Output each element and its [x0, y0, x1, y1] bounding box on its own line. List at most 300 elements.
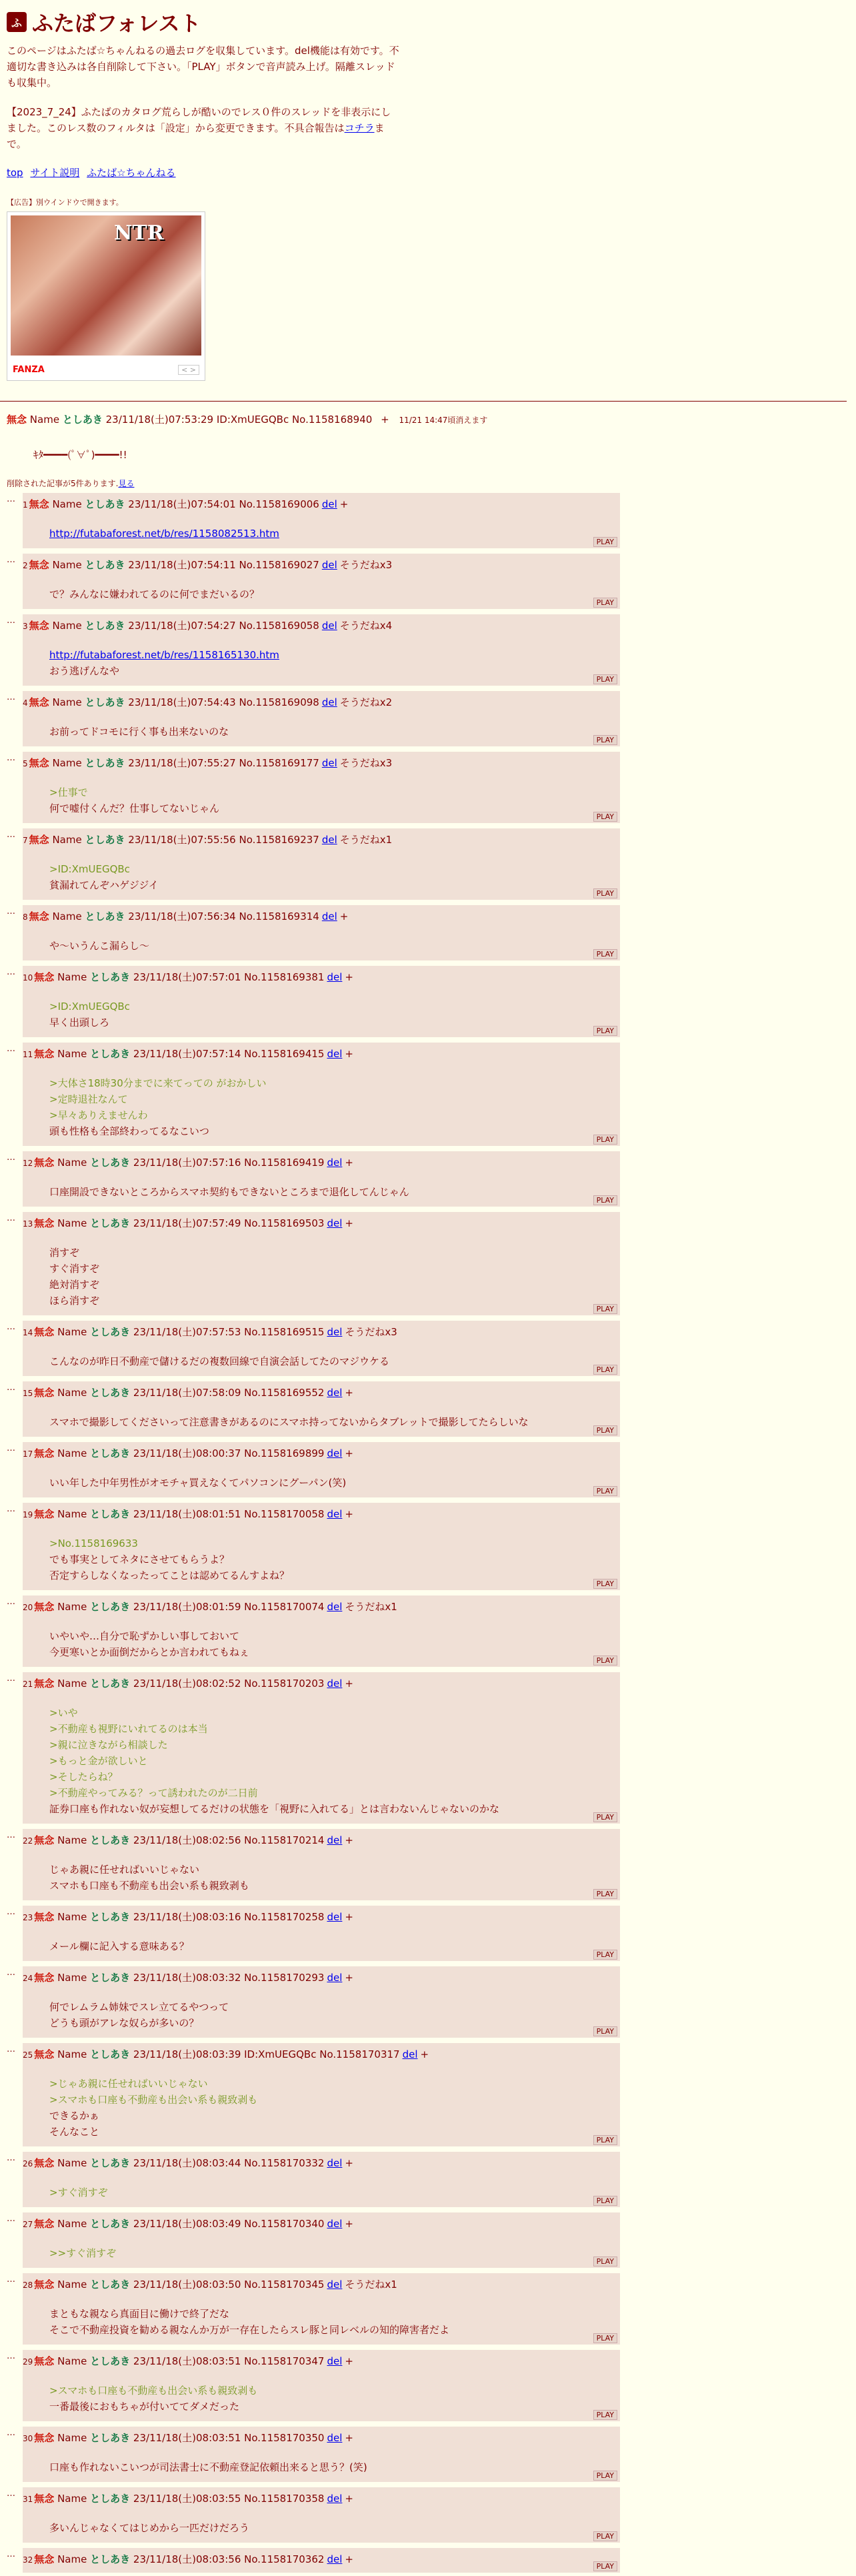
reply-number: 19: [23, 1510, 33, 1519]
plus-button[interactable]: +: [345, 1387, 353, 1399]
reply-subject: 無念: [34, 1834, 55, 1846]
plus-button[interactable]: +: [345, 2355, 353, 2367]
del-link[interactable]: del: [327, 1834, 343, 1846]
quote-line: >不動産も視野にいれてるのは本当: [49, 1723, 208, 1735]
op-header: [0, 404, 856, 426]
reply-meta: 23/11/18(土)07:55:27 No.1158169177: [128, 757, 319, 769]
reply-dots: …: [7, 2275, 15, 2285]
play-button[interactable]: PLAY: [593, 2561, 617, 2571]
ad-note: 【広告】別ウインドウで開きます。: [7, 198, 123, 207]
reply-line: スマホも口座も不動産も出会い系も親致剥も: [49, 1880, 249, 1892]
reply-line: じゃあ親に任せればいいじゃない: [49, 1864, 200, 1876]
reply-dots: …: [7, 1830, 15, 1840]
site-logo[interactable]: ふ: [7, 12, 27, 32]
reply-dots: …: [7, 1044, 15, 1054]
reply-body: [49, 1184, 620, 1200]
plus-button[interactable]: +: [345, 1447, 353, 1459]
reply-header: [23, 2273, 620, 2291]
reply-box: [23, 1321, 620, 1376]
reply-body: [49, 1353, 620, 1369]
del-link[interactable]: del: [327, 1387, 343, 1399]
del-link[interactable]: del: [327, 1048, 343, 1060]
reply-dots: …: [7, 2351, 15, 2361]
reply-row: [7, 614, 856, 686]
play-button[interactable]: PLAY: [593, 812, 617, 822]
reply-body: [49, 2184, 620, 2200]
play-button[interactable]: PLAY: [593, 1026, 617, 1036]
reply-subject: 無念: [34, 2157, 55, 2169]
reply-box: [23, 752, 620, 823]
reply-body: [49, 2245, 620, 2261]
soudane-count[interactable]: そうだねx1: [345, 1601, 397, 1613]
ad-banner[interactable]: [7, 211, 205, 381]
del-link[interactable]: del: [321, 696, 337, 708]
reply-dots: …: [7, 2489, 15, 2499]
reply-subject: 無念: [29, 498, 49, 510]
quote-line: >親に泣きながら相談した: [49, 1739, 168, 1751]
del-link[interactable]: del: [327, 1508, 343, 1520]
play-button[interactable]: PLAY: [593, 1656, 617, 1666]
reply-header: [23, 2427, 620, 2445]
reply-row: [7, 2212, 856, 2268]
reply-line: 何で嘘付くんだ？仕事してないじゃん: [49, 802, 220, 814]
plus-button[interactable]: +: [345, 2493, 353, 2505]
reply-name: としあき: [90, 1601, 131, 1613]
reply-link[interactable]: http://futabaforest.net/b/res/1158082513.htm: [49, 528, 279, 540]
del-link[interactable]: del: [327, 1678, 343, 1690]
reply-dots: …: [7, 692, 15, 702]
play-button[interactable]: PLAY: [593, 1950, 617, 1960]
reply-list: [0, 493, 856, 2573]
reply-row: [7, 2427, 856, 2482]
del-link[interactable]: del: [327, 1447, 343, 1459]
reply-row: [7, 2487, 856, 2543]
reply-line: ほら消すぞ: [49, 1295, 100, 1307]
reply-body: [49, 938, 620, 954]
reply-line: でも事実としてネタにさせてもらうよ？: [49, 1553, 230, 1565]
reply-name: としあき: [90, 1508, 131, 1520]
reply-number: 1: [23, 500, 28, 510]
reply-dots: …: [7, 1443, 15, 1453]
plus-button[interactable]: +: [345, 2553, 353, 2565]
plus-button[interactable]: +: [345, 2432, 353, 2444]
reply-subject: 無念: [34, 2553, 55, 2565]
reply-dots: …: [7, 967, 15, 977]
reply-name-label: Name: [52, 757, 82, 769]
play-button[interactable]: PLAY: [593, 1486, 617, 1496]
quote-line: >ID:XmUEGQBc: [49, 1001, 130, 1013]
plus-button[interactable]: +: [345, 1217, 353, 1229]
play-button[interactable]: PLAY: [593, 537, 617, 547]
play-button[interactable]: PLAY: [593, 2531, 617, 2541]
reply-line: 早く出頭しろ: [49, 1017, 110, 1029]
reply-subject: 無念: [34, 2355, 55, 2367]
reply-line: 消すぞ: [49, 1247, 80, 1259]
del-link[interactable]: del: [321, 834, 337, 846]
del-link[interactable]: del: [321, 559, 337, 571]
reply-number: 25: [23, 2050, 33, 2060]
reply-box: [23, 2212, 620, 2268]
reply-meta: 23/11/18(土)08:03:50 No.1158170345: [133, 2279, 325, 2291]
play-button[interactable]: PLAY: [593, 2410, 617, 2420]
quote-line: >仕事で: [49, 786, 88, 798]
del-link[interactable]: del: [327, 971, 343, 983]
reply-body: [49, 1628, 620, 1660]
op-plus[interactable]: +: [381, 414, 389, 426]
reply-meta: 23/11/18(土)07:57:53 No.1158169515: [133, 1326, 325, 1338]
reply-dots: …: [7, 2214, 15, 2224]
reply-line: どうも頭がアレな奴らが多いの？: [49, 2017, 199, 2029]
reply-row: [7, 1503, 856, 1590]
reply-meta: 23/11/18(土)07:54:11 No.1158169027: [128, 559, 319, 571]
reply-dots: …: [7, 2549, 15, 2559]
play-button[interactable]: PLAY: [593, 949, 617, 959]
del-link[interactable]: del: [327, 2432, 343, 2444]
nav-futaba-link[interactable]: ふたば☆ちゃんねる: [87, 167, 176, 179]
reply-header: [23, 1906, 620, 1924]
del-link[interactable]: del: [327, 1217, 343, 1229]
play-button[interactable]: PLAY: [593, 2135, 617, 2145]
reply-row: [7, 2273, 856, 2345]
play-button[interactable]: PLAY: [593, 1425, 617, 1435]
reply-name-label: Name: [57, 2355, 87, 2367]
del-link[interactable]: del: [327, 2493, 343, 2505]
reply-meta: 23/11/18(土)08:00:37 No.1158169899: [133, 1447, 325, 1459]
reply-number: 10: [23, 973, 33, 983]
del-link[interactable]: del: [327, 1601, 343, 1613]
reply-name-label: Name: [52, 559, 82, 571]
ad-pager[interactable]: < >: [178, 365, 199, 375]
reply-header: [23, 1442, 620, 1460]
reply-row: [7, 2152, 856, 2207]
reply-box: [23, 905, 620, 960]
reply-header: [23, 2043, 620, 2061]
reply-box: [23, 1672, 620, 1824]
play-button[interactable]: PLAY: [593, 735, 617, 745]
plus-button[interactable]: +: [420, 2048, 429, 2060]
reply-name-label: Name: [57, 2218, 87, 2230]
del-link[interactable]: del: [327, 1972, 343, 1984]
quote-line: >そしたらね？: [49, 1771, 118, 1783]
reply-row: [7, 1321, 856, 1376]
reply-row: [7, 1906, 856, 1961]
reply-box: [23, 966, 620, 1037]
reply-row: [7, 1151, 856, 1207]
reply-box: [23, 2350, 620, 2421]
reply-line: で？みんなに嫌われてるのに何でまだいるの？: [49, 588, 260, 600]
reply-row: [7, 1829, 856, 1900]
reply-row: [7, 2548, 856, 2573]
reply-header: [23, 2548, 620, 2566]
reply-body: [49, 1414, 620, 1430]
reply-dots: …: [7, 830, 15, 840]
reply-header: [23, 691, 620, 709]
play-button[interactable]: PLAY: [593, 1135, 617, 1145]
reply-line: 否定すらしなくなったってことは認めてるんすよね？: [49, 1569, 290, 1581]
reply-meta: 23/11/18(土)08:03:56 No.1158170362: [133, 2553, 325, 2565]
del-link[interactable]: del: [321, 498, 337, 510]
reply-header: [23, 1212, 620, 1230]
del-link[interactable]: del: [327, 2355, 343, 2367]
reply-row: [7, 691, 856, 746]
reply-subject: 無念: [34, 1157, 55, 1169]
reply-name-label: Name: [52, 696, 82, 708]
reply-header: [23, 2350, 620, 2368]
reply-box: [23, 554, 620, 609]
plus-button[interactable]: +: [345, 2218, 353, 2230]
play-button[interactable]: PLAY: [593, 2257, 617, 2267]
quote-line: >不動産やってみる？って誘われたのが二日前: [49, 1787, 258, 1799]
reply-box: [23, 2427, 620, 2482]
reply-name-label: Name: [57, 1447, 87, 1459]
reply-meta: 23/11/18(土)07:57:14 No.1158169415: [133, 1048, 325, 1060]
reply-number: 26: [23, 2159, 33, 2168]
play-button[interactable]: PLAY: [593, 1579, 617, 1589]
reply-name-label: Name: [57, 1834, 87, 1846]
reply-dots: …: [7, 1968, 15, 1978]
reply-name: としあき: [85, 620, 125, 632]
notice-tail: まで。: [7, 122, 385, 150]
play-button[interactable]: PLAY: [593, 674, 617, 684]
del-link[interactable]: del: [402, 2048, 418, 2060]
plus-button[interactable]: +: [345, 1911, 353, 1923]
reply-name: としあき: [90, 1834, 131, 1846]
reply-dots: …: [7, 1674, 15, 1684]
plus-button[interactable]: +: [339, 498, 349, 510]
reply-box: [23, 493, 620, 548]
site-notice: [7, 104, 400, 152]
op-name-label: Name: [29, 414, 60, 426]
reply-line: まともな親なら真面目に働けで終了だな: [49, 2308, 230, 2320]
reply-header: [23, 1321, 620, 1339]
reply-name: としあき: [90, 1447, 131, 1459]
play-button[interactable]: PLAY: [593, 1812, 617, 1822]
play-button[interactable]: PLAY: [593, 1889, 617, 1899]
reply-subject: 無念: [34, 1048, 55, 1060]
reply-box: [23, 1381, 620, 1437]
deleted-show-link[interactable]: 見る: [118, 479, 135, 488]
site-title[interactable]: ふたばフォレスト: [32, 11, 201, 36]
reply-name: としあき: [90, 1911, 131, 1923]
reply-line: メール欄に記入する意味ある？: [49, 1940, 189, 1952]
plus-button[interactable]: +: [345, 1157, 353, 1169]
reply-link[interactable]: http://futabaforest.net/b/res/1158165130.htm: [49, 649, 279, 661]
plus-button[interactable]: +: [345, 1972, 353, 1984]
reply-dots: …: [7, 2044, 15, 2054]
reply-name: としあき: [90, 1157, 131, 1169]
reply-name: としあき: [90, 2355, 131, 2367]
reply-number: 28: [23, 2281, 33, 2290]
reply-name: としあき: [85, 696, 125, 708]
reply-subject: 無念: [34, 1508, 55, 1520]
reply-header: [23, 2487, 620, 2505]
reply-line: 一番最後におもちゃが付いててダメだった: [49, 2401, 240, 2413]
reply-meta: 23/11/18(土)08:03:55 No.1158170358: [133, 2493, 325, 2505]
plus-button[interactable]: +: [345, 971, 353, 983]
reply-header: [23, 752, 620, 770]
reply-subject: 無念: [34, 2493, 55, 2505]
reply-header: [23, 1151, 620, 1169]
reply-body: [49, 586, 620, 602]
reply-number: 17: [23, 1449, 33, 1459]
reply-name-label: Name: [57, 1387, 87, 1399]
reply-number: 23: [23, 1913, 33, 1922]
reply-line: こんなのが昨日不動産で儲けるだの複数回線で自演会話してたのマジウケる: [49, 1355, 390, 1367]
nav-about-link[interactable]: サイト説明: [30, 167, 80, 179]
soudane-count[interactable]: そうだねx3: [339, 757, 393, 769]
reply-line: 頭も性格も全部終わってるなこいつ: [49, 1125, 209, 1137]
quote-line: >定時退社なんて: [49, 1093, 128, 1105]
play-button[interactable]: PLAY: [593, 598, 617, 608]
reply-box: [23, 2152, 620, 2207]
reply-row: [7, 905, 856, 960]
reply-header: [23, 2152, 620, 2170]
reply-line: できるかぁ: [49, 2110, 100, 2122]
reply-line: 何でレムラム姉妹でスレ立てるやつって: [49, 2001, 229, 2013]
report-link[interactable]: コチラ: [344, 122, 375, 134]
reply-number: 20: [23, 1603, 33, 1612]
play-button[interactable]: PLAY: [593, 888, 617, 898]
plus-button[interactable]: +: [345, 1678, 353, 1690]
reply-line: 絶対消すぞ: [49, 1279, 100, 1291]
reply-body: [49, 784, 620, 816]
quote-line: >じゃあ親に任せればいいじゃない: [49, 2078, 208, 2090]
reply-dots: …: [7, 906, 15, 916]
play-button[interactable]: PLAY: [593, 1365, 617, 1375]
reply-line: そんなこと: [49, 2126, 100, 2138]
reply-box: [23, 828, 620, 900]
reply-body: [49, 1535, 620, 1583]
nav-top-link[interactable]: top: [7, 167, 23, 179]
soudane-count[interactable]: そうだねx1: [339, 834, 393, 846]
del-link[interactable]: del: [321, 910, 337, 922]
reply-row: [7, 1966, 856, 2038]
reply-name-label: Name: [52, 498, 82, 510]
reply-box: [23, 614, 620, 686]
reply-row: [7, 752, 856, 823]
reply-line: 口座も作れないこいつが司法書士に不動産登記依頼出来ると思う？(笑): [49, 2461, 367, 2473]
quote-line: >ID:XmUEGQBc: [49, 863, 130, 875]
del-link[interactable]: del: [321, 757, 337, 769]
plus-button[interactable]: +: [339, 910, 349, 922]
play-button[interactable]: PLAY: [593, 2333, 617, 2343]
del-link[interactable]: del: [327, 2218, 343, 2230]
del-link[interactable]: del: [327, 2157, 343, 2169]
reply-number: 13: [23, 1219, 33, 1229]
play-button[interactable]: PLAY: [593, 2026, 617, 2036]
reply-number: 30: [23, 2434, 33, 2443]
play-button[interactable]: PLAY: [593, 1304, 617, 1314]
reply-header: [23, 2212, 620, 2230]
reply-dots: …: [7, 494, 15, 504]
reply-meta: 23/11/18(土)08:01:51 No.1158170058: [133, 1508, 325, 1520]
plus-button[interactable]: +: [345, 1508, 353, 1520]
reply-header: [23, 1381, 620, 1399]
reply-subject: 無念: [34, 1972, 55, 1984]
reply-subject: 無念: [29, 910, 49, 922]
reply-box: [23, 1151, 620, 1207]
quote-line: >もっと金が欲しいと: [49, 1755, 148, 1767]
reply-name: としあき: [85, 757, 125, 769]
soudane-count[interactable]: そうだねx1: [345, 2279, 397, 2291]
reply-name-label: Name: [57, 1326, 87, 1338]
reply-name-label: Name: [57, 1678, 87, 1690]
reply-row: [7, 1381, 856, 1437]
reply-name: としあき: [90, 1972, 131, 1984]
reply-name: としあき: [85, 559, 125, 571]
plus-button[interactable]: +: [345, 1834, 353, 1846]
del-link[interactable]: del: [327, 1326, 343, 1338]
reply-name: としあき: [85, 498, 125, 510]
reply-line: 貧漏れてんぞハゲジジイ: [49, 879, 159, 891]
reply-body: [49, 1705, 620, 1817]
reply-box: [23, 2043, 620, 2146]
reply-subject: 無念: [34, 971, 55, 983]
del-link[interactable]: del: [327, 1911, 343, 1923]
notice-text: 【2023_7_24】ふたばのカタログ荒らしが酷いのでレス０件のスレッドを非表示にしました。このレス数のフィルタは「設定」から変更できます。不具合報告は: [7, 106, 391, 134]
reply-box: [23, 2273, 620, 2345]
reply-number: 2: [23, 561, 28, 570]
reply-name: としあき: [90, 2157, 131, 2169]
reply-body: [49, 1938, 620, 1954]
reply-number: 4: [23, 698, 28, 708]
reply-box: [23, 1906, 620, 1961]
site-header: [7, 7, 849, 37]
reply-line: そこで不動産投資を勧める親なんか万が一存在したらスレ豚と同レベルの知的障害者だよ: [49, 2324, 450, 2336]
reply-line: 今更寒いとか面倒だからとか言われてもねぇ: [49, 1646, 250, 1658]
reply-body: [49, 647, 620, 679]
reply-row: [7, 2043, 856, 2146]
soudane-count[interactable]: そうだねx2: [339, 696, 393, 708]
plus-button[interactable]: +: [345, 2157, 353, 2169]
del-link[interactable]: del: [327, 2553, 343, 2565]
reply-number: 21: [23, 1680, 33, 1689]
play-button[interactable]: PLAY: [593, 2471, 617, 2481]
play-button[interactable]: PLAY: [593, 2196, 617, 2206]
reply-dots: …: [7, 1213, 15, 1223]
soudane-count[interactable]: そうだねx3: [345, 1326, 397, 1338]
reply-name: としあき: [90, 1048, 131, 1060]
del-link[interactable]: del: [321, 620, 337, 632]
reply-line: いやいや…自分で恥ずかしい事しておいて: [49, 1630, 240, 1642]
reply-meta: 23/11/18(土)08:03:51 No.1158170350: [133, 2432, 325, 2444]
reply-number: 31: [23, 2495, 33, 2504]
reply-header: [23, 1503, 620, 1521]
reply-name-label: Name: [52, 620, 82, 632]
play-button[interactable]: PLAY: [593, 1195, 617, 1205]
reply-name: としあき: [85, 834, 125, 846]
soudane-count[interactable]: そうだねx4: [339, 620, 393, 632]
op-body: ｷﾀ━━━━(ﾟ∀ﾟ)━━━━!!: [33, 449, 127, 461]
reply-subject: 無念: [34, 1601, 55, 1613]
reply-header: [23, 966, 620, 984]
reply-dots: …: [7, 1907, 15, 1917]
reply-header: [23, 828, 620, 846]
reply-name: としあき: [85, 910, 125, 922]
plus-button[interactable]: +: [345, 1048, 353, 1060]
reply-dots: …: [7, 2428, 15, 2438]
soudane-count[interactable]: そうだねx3: [339, 559, 393, 571]
reply-name-label: Name: [52, 910, 82, 922]
reply-line: 口座開設できないところからスマホ契約もできないところまで退化してんじゃん: [49, 1186, 409, 1198]
reply-body: [49, 2459, 620, 2475]
del-link[interactable]: del: [327, 1157, 343, 1169]
reply-row: [7, 1043, 856, 1146]
reply-subject: 無念: [34, 1911, 55, 1923]
del-link[interactable]: del: [327, 2279, 343, 2291]
reply-name-label: Name: [57, 1911, 87, 1923]
quote-line: >大体さ18時30分までに来てっての がおかしい: [49, 1077, 267, 1089]
